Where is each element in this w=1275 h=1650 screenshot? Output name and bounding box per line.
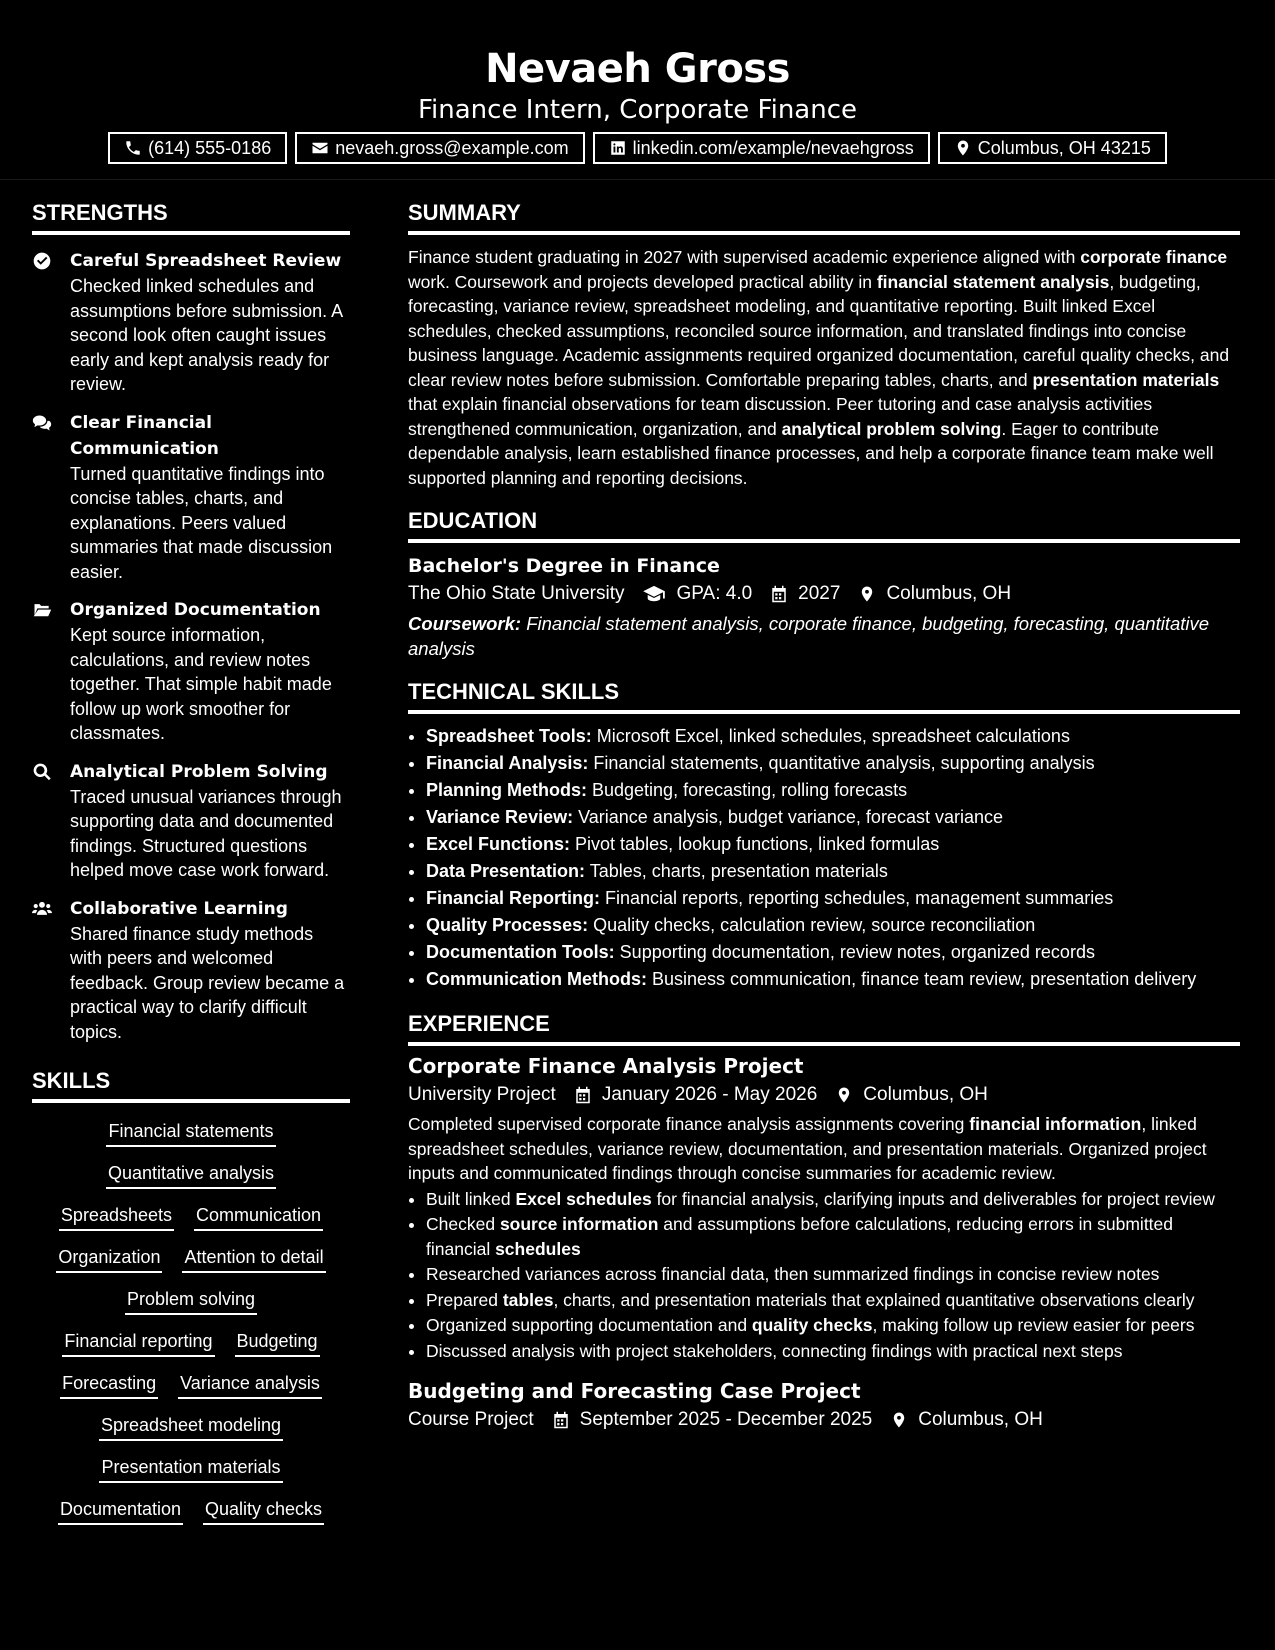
- summary-text: Finance student graduating in 2027 with supervised academic experience aligned with corporate finance work. Coursework and projects developed practical ability in financial statement analysis, budgeting, forecasting, variance review, spreadsheet modeling, and quantitative reporting. Built linked Excel schedules, checked assumptions, reconciled source information, and translated findings into concise business language. Academic assignments required organized documentation, careful quality checks, and clear review notes before submission. Comfortable preparing tables, charts, and presentation materials that explain financial observations for team discussion. Peer tutoring and case analysis activities strengthened communication, organization, and analytical problem solving. Eager to contribute dependable analysis, learn established finance processes, and help a corporate finance team make well supported planning and reporting decisions.: [408, 247, 1230, 488]
- job-meta: [408, 1080, 1240, 1110]
- job-org: Course Project: [408, 1409, 534, 1430]
- skill-label: Quality Processes:: [426, 915, 589, 935]
- list-item: [426, 858, 1240, 885]
- list-item: [426, 885, 1240, 912]
- skill-label: Planning Methods:: [426, 780, 587, 800]
- strength-title: Careful Spreadsheet Review: [70, 251, 342, 271]
- degree-title: Bachelor's Degree in Finance: [408, 555, 720, 577]
- skill-value: Business communication, finance team review, presentation delivery: [647, 969, 1197, 989]
- summary-heading: SUMMARY: [408, 198, 1240, 235]
- skill-chip: Spreadsheets: [59, 1203, 174, 1231]
- contact-location: [938, 132, 1167, 164]
- skill-value: Microsoft Excel, linked schedules, spreadsheet calculations: [591, 726, 1070, 746]
- strength-item: [32, 410, 350, 585]
- location-pin-icon: [954, 139, 972, 157]
- technical-skills-section: [408, 677, 1240, 993]
- emphasis-text: financial statement analysis: [876, 271, 1110, 292]
- list-item: [426, 831, 1240, 858]
- strength-item: [32, 597, 350, 746]
- strengths-heading: STRENGTHS: [32, 198, 350, 235]
- job-location: Columbus, OH: [918, 1409, 1043, 1430]
- skill-value: Variance analysis, budget variance, forecast variance: [573, 807, 1003, 827]
- skill-label: Excel Functions:: [426, 834, 571, 854]
- comments-icon: [32, 413, 52, 433]
- school-location: Columbus, OH: [886, 583, 1012, 604]
- skill-value: Financial statements, quantitative analysis, supporting analysis: [588, 753, 1095, 773]
- technical-skills-heading: TECHNICAL SKILLS: [408, 677, 1240, 714]
- skill-value: Budgeting, forecasting, rolling forecasts: [587, 780, 908, 800]
- skill-value: Tables, charts, presentation materials: [585, 861, 888, 881]
- job-title: Budgeting and Forecasting Case Project: [408, 1379, 861, 1403]
- skills-heading: SKILLS: [32, 1066, 350, 1103]
- skill-chip: Documentation: [58, 1497, 183, 1525]
- job-entry: [408, 1377, 1240, 1435]
- job-bullets: [408, 1187, 1240, 1364]
- emphasis-text: presentation materials: [1032, 369, 1220, 390]
- contact-email[interactable]: [295, 132, 584, 164]
- skill-label: Financial Analysis:: [426, 753, 589, 773]
- envelope-icon: [311, 139, 329, 157]
- emphasis-text: corporate finance: [1080, 247, 1228, 267]
- skill-chip: Financial statements: [106, 1119, 275, 1147]
- list-item: • Discussed analysis with project stakeholders, connecting findings with practical next steps: [426, 1339, 1240, 1364]
- job-dates: January 2026 - May 2026: [601, 1084, 818, 1105]
- strength-desc: Checked linked schedules and assumptions before submission. A second look often caught issues early and kept analysis ready for review.: [70, 276, 343, 394]
- education-section: [408, 506, 1240, 661]
- email-text: nevaeh.gross@example.com: [335, 137, 569, 158]
- location-text: Columbus, OH 43215: [977, 137, 1151, 158]
- contact-phone[interactable]: [108, 132, 287, 164]
- skills-chips: [32, 1119, 350, 1525]
- phone-icon: [124, 139, 142, 157]
- phone-text: (614) 555-0186: [148, 137, 272, 158]
- list-item: • Researched variances across financial data, then summarized findings in concise review notes: [426, 1262, 1240, 1287]
- strength-desc: Shared finance study methods with peers and welcomed feedback. Group review became a practical way to clarify difficult topics.: [70, 923, 345, 1042]
- strength-title: Analytical Problem Solving: [70, 761, 328, 782]
- skill-value: Financial reports, reporting schedules, management summaries: [600, 888, 1114, 908]
- skill-chip: Presentation materials: [99, 1455, 282, 1483]
- location-pin-icon: [835, 1086, 853, 1104]
- emphasis-text: quality checks: [751, 1315, 873, 1335]
- school-name: The Ohio State University: [408, 583, 625, 604]
- list-item: [426, 912, 1240, 939]
- linkedin-text: linkedin.com/example/nevaehgross: [632, 137, 914, 158]
- gpa: GPA: 4.0: [676, 583, 753, 604]
- strength-item: [32, 759, 350, 883]
- emphasis-text: Excel schedules: [515, 1188, 652, 1209]
- list-item: • Prepared tables, charts, and presentation materials that explained quantitative observations clearly: [426, 1288, 1240, 1313]
- list-item: • Checked source information and assumptions before calculations, reducing errors in submitted financial schedules: [426, 1212, 1240, 1261]
- linkedin-icon: [609, 139, 627, 157]
- left-column: [32, 198, 350, 1525]
- skill-value: Pivot tables, lookup functions, linked formulas: [570, 834, 940, 854]
- skill-label: Data Presentation:: [426, 861, 586, 881]
- candidate-title: Finance Intern, Corporate Finance: [417, 95, 858, 125]
- strength-title: Collaborative Learning: [70, 898, 288, 919]
- job-entry: [408, 1052, 1240, 1363]
- strength-desc: Traced unusual variances through supporting data and documented findings. Structured questions helped move case work forward.: [70, 786, 342, 880]
- candidate-name: Nevaeh Gross: [485, 46, 790, 92]
- resume-header: [0, 0, 1275, 180]
- education-heading: EDUCATION: [408, 506, 1240, 543]
- list-item: [426, 804, 1240, 831]
- skill-value: Supporting documentation, review notes, organized records: [614, 942, 1095, 962]
- job-dates: September 2025 - December 2025: [579, 1409, 873, 1430]
- coursework-label: Coursework:: [408, 613, 522, 634]
- strength-desc: Kept source information, calculations, and review notes together. That simple habit made follow up work smoother for classmates.: [70, 625, 332, 743]
- strength-title: Clear Financial Communication: [70, 412, 219, 459]
- strength-item: [32, 896, 350, 1045]
- job-description: Completed supervised corporate finance analysis assignments covering financial information, linked spreadsheet schedules, variance review, documentation, and presentation materials. Organized project inputs and communicated findings through concise summaries for academic review.: [408, 1114, 1207, 1183]
- location-pin-icon: [890, 1411, 908, 1429]
- list-item: • Built linked Excel schedules for financial analysis, clarifying inputs and deliverables for project review: [426, 1187, 1240, 1212]
- skill-chip: Problem solving: [125, 1287, 257, 1315]
- education-meta: [408, 579, 1240, 609]
- job-org: University Project: [408, 1084, 556, 1105]
- list-item: [426, 939, 1240, 966]
- job-meta: [408, 1405, 1240, 1435]
- job-location: Columbus, OH: [863, 1084, 988, 1105]
- skill-chip: Variance analysis: [178, 1371, 322, 1399]
- strength-item: [32, 248, 350, 397]
- skill-chip: Attention to detail: [182, 1245, 325, 1273]
- graduation-cap-icon: [642, 585, 666, 603]
- graduation-year: 2027: [798, 583, 841, 604]
- list-item: [426, 966, 1240, 993]
- calendar-icon: [574, 1086, 592, 1104]
- emphasis-text: financial information: [969, 1114, 1142, 1134]
- skill-chip: Budgeting: [235, 1329, 320, 1357]
- users-icon: [32, 899, 52, 919]
- coursework: [408, 611, 1240, 661]
- skill-chip: Spreadsheet modeling: [99, 1413, 283, 1441]
- technical-skills-list: [408, 723, 1240, 993]
- emphasis-text: analytical problem solving: [781, 418, 1002, 439]
- skill-label: Financial Reporting:: [426, 888, 601, 908]
- search-icon: [32, 762, 52, 782]
- calendar-icon: [552, 1411, 570, 1429]
- emphasis-text: source information: [499, 1214, 659, 1234]
- emphasis-text: schedules: [495, 1238, 581, 1259]
- list-item: [426, 723, 1240, 750]
- coursework-list: Financial statement analysis, corporate finance, budgeting, forecasting, quantitative analysis: [408, 613, 1210, 659]
- experience-heading: EXPERIENCE: [408, 1009, 1240, 1046]
- skill-label: Spreadsheet Tools:: [426, 726, 592, 746]
- location-pin-icon: [858, 585, 876, 603]
- skill-label: Communication Methods:: [426, 969, 647, 989]
- list-item: • Organized supporting documentation and quality checks, making follow up review easier for peers: [426, 1313, 1240, 1338]
- skills-section: [32, 1066, 350, 1525]
- contact-linkedin[interactable]: [593, 132, 930, 164]
- skill-chip: Quantitative analysis: [106, 1161, 276, 1189]
- contact-bar: [0, 132, 1275, 164]
- skill-chip: Organization: [56, 1245, 162, 1273]
- job-title: Corporate Finance Analysis Project: [408, 1054, 804, 1078]
- skill-chip: Forecasting: [60, 1371, 158, 1399]
- skill-chip: Quality checks: [203, 1497, 324, 1525]
- skill-chip: Financial reporting: [62, 1329, 214, 1357]
- summary-section: [408, 198, 1240, 490]
- skill-label: Variance Review:: [426, 807, 574, 827]
- skill-value: Quality checks, calculation review, source reconciliation: [588, 915, 1036, 935]
- folder-open-icon: [32, 600, 52, 620]
- list-item: [426, 750, 1240, 777]
- emphasis-text: tables: [502, 1289, 554, 1310]
- strength-desc: Turned quantitative findings into concise tables, charts, and explanations. Peers valued summaries that made discussion easier.: [70, 463, 333, 582]
- right-column: [408, 198, 1240, 1435]
- check-circle-icon: [32, 251, 52, 271]
- experience-section: [408, 1009, 1240, 1435]
- list-item: [426, 777, 1240, 804]
- skill-label: Documentation Tools:: [426, 942, 615, 962]
- calendar-icon: [770, 585, 788, 603]
- skill-chip: Communication: [194, 1203, 323, 1231]
- strength-title: Organized Documentation: [70, 600, 321, 620]
